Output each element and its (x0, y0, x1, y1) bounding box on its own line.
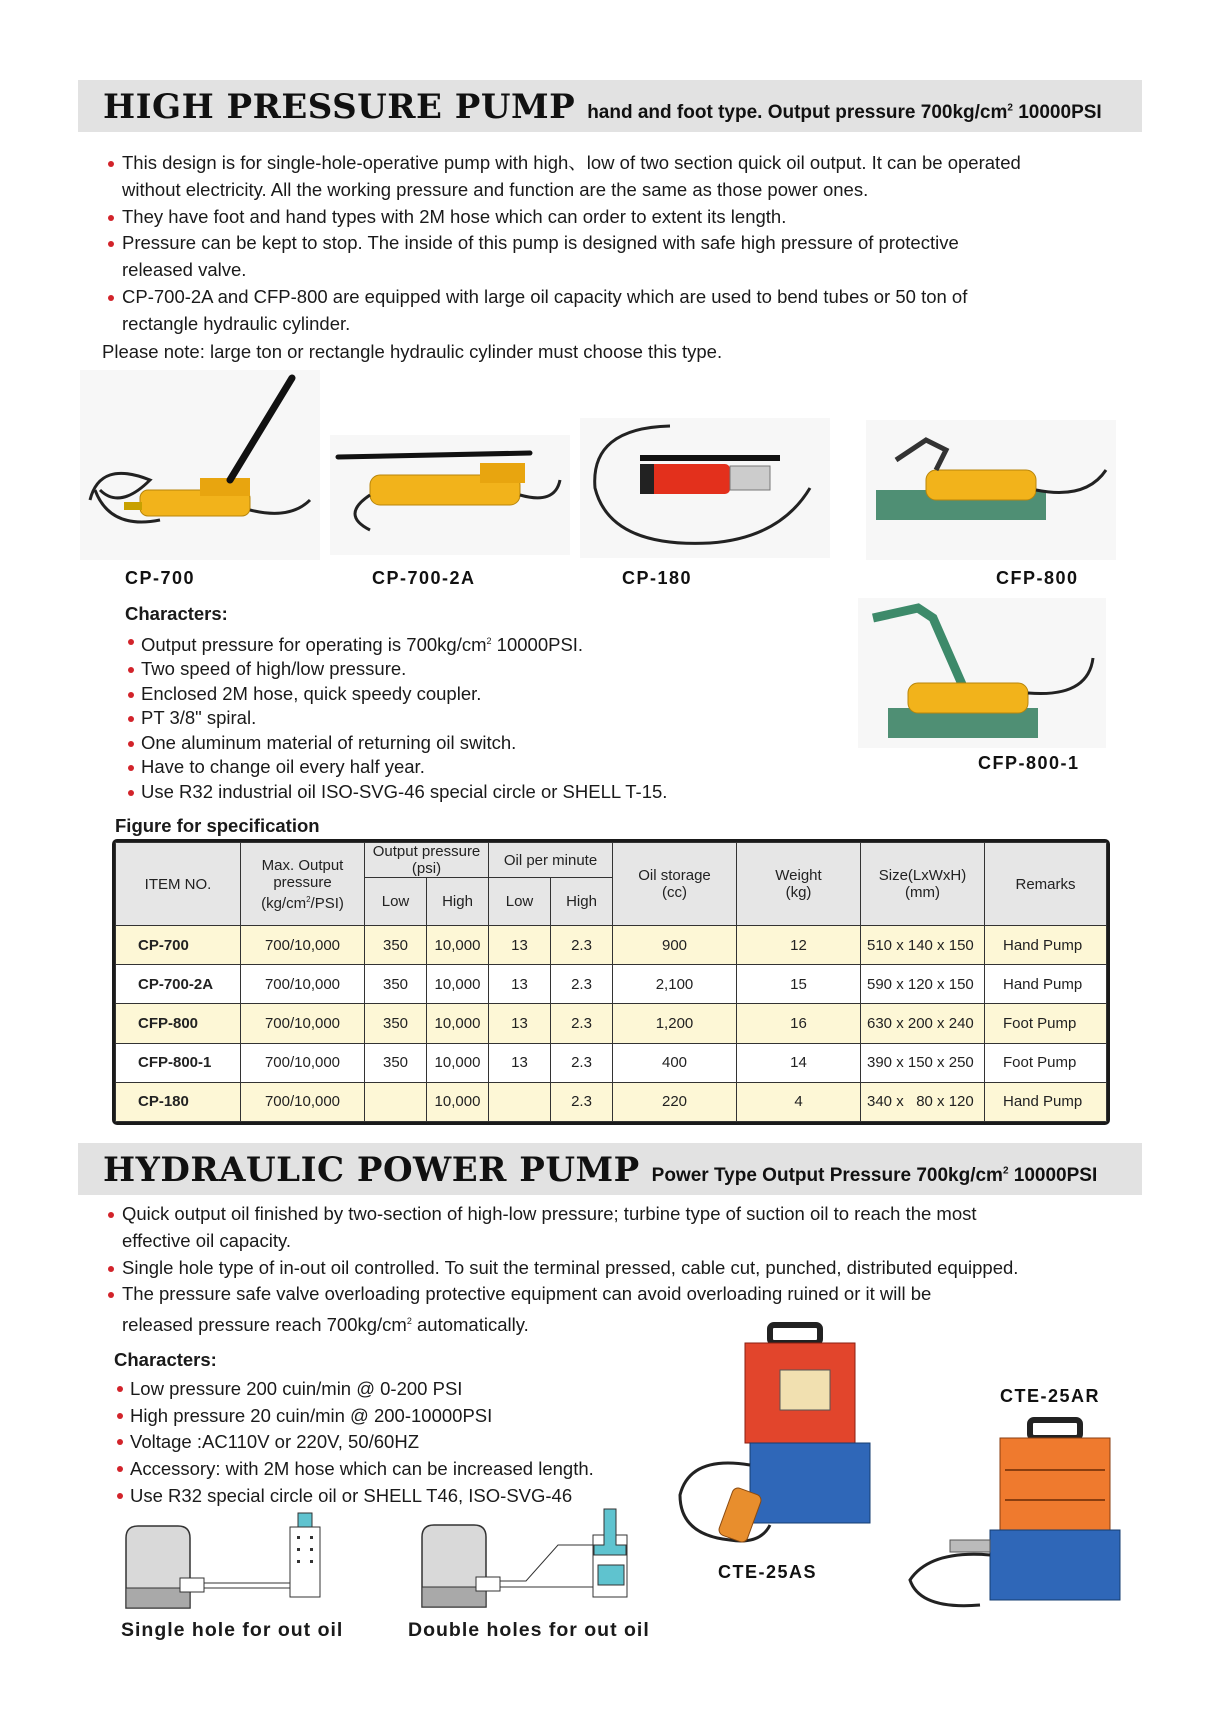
cell-o-high: 2.3 (551, 1082, 613, 1121)
header-low: Low (489, 878, 551, 926)
spec-title: Figure for specification (115, 815, 320, 836)
product-caption: CFP-800-1 (978, 753, 1080, 773)
cell-o-high: 2.3 (551, 965, 613, 1004)
cell-o-high: 2.3 (551, 1043, 613, 1082)
cell-size: 510 x 140 x 150 (861, 926, 985, 965)
cell-o-high: 2.3 (551, 1004, 613, 1043)
single-hole-diagram (118, 1508, 358, 1618)
cell-empty-diagonal (365, 1082, 427, 1121)
cell-o-low: 13 (489, 1043, 551, 1082)
cfp-800-1-pump-image (858, 598, 1106, 748)
list-item: Have to change oil every half year. (125, 755, 667, 780)
cell-p-low: 350 (365, 1043, 427, 1082)
list-item: Low pressure 200 cuin/min @ 0-200 PSI (114, 1376, 594, 1403)
header-oil-per-minute: Oil per minute (489, 843, 613, 878)
cell-item: CP-180 (116, 1082, 241, 1121)
cell-empty-diagonal (489, 1082, 551, 1121)
cell-item: CP-700-2A (116, 965, 241, 1004)
section-title-bar (78, 1143, 1142, 1195)
cell-p-high: 10,000 (427, 1082, 489, 1121)
header-low: Low (365, 878, 427, 926)
section-subtitle: Power Type Output Pressure $700kg/cm^2$ 10000PSI (651, 1165, 1098, 1186)
cell-item: CP-700 (116, 926, 241, 965)
cell-p-low: 350 (365, 965, 427, 1004)
cell-storage: 400 (613, 1043, 737, 1082)
product-caption: CP-700 (125, 568, 196, 588)
list-item: One aluminum material of returning oil switch. (125, 731, 667, 756)
cell-size: 630 x 200 x 240 (861, 1004, 985, 1043)
diagram-label: Double holes for out oil (408, 1619, 650, 1641)
table-row (116, 1004, 1107, 1043)
cfp-800-pump-image (866, 420, 1116, 560)
cell-item: CFP-800-1 (116, 1043, 241, 1082)
cell-storage: 1,200 (613, 1004, 737, 1043)
cell-remark: Hand Pump (985, 965, 1107, 1004)
list-item: Output pressure for operating is $700kg/cm^2$ 10000PSI. (125, 629, 667, 658)
product-caption: CTE-25AS (718, 1562, 818, 1582)
section-title-bar (78, 80, 1142, 132)
cte-25as-pump-image (660, 1315, 900, 1555)
cell-storage: 900 (613, 926, 737, 965)
cell-remark: Hand Pump (985, 926, 1107, 965)
characters-list (114, 1347, 594, 1510)
cell-item: CFP-800 (116, 1004, 241, 1043)
cell-weight: 12 (737, 926, 861, 965)
header-high: High (551, 878, 613, 926)
cell-weight: 16 (737, 1004, 861, 1043)
table-row (116, 926, 1107, 965)
header-output-pressure: Output pressure (psi) (365, 843, 489, 878)
cell-p-low: 350 (365, 926, 427, 965)
cell-remark: Hand Pump (985, 1082, 1107, 1121)
header-size: Size(LxWxH) (mm) (861, 843, 985, 926)
cell-o-low: 13 (489, 926, 551, 965)
header-remarks: Remarks (985, 843, 1107, 926)
cell-storage: 220 (613, 1082, 737, 1121)
product-caption: CP-180 (622, 568, 693, 588)
cell-max: 700/10,000 (241, 1004, 365, 1043)
table-row (116, 1082, 1107, 1121)
cell-weight: 15 (737, 965, 861, 1004)
cell-max: 700/10,000 (241, 1082, 365, 1121)
double-holes-diagram (418, 1505, 658, 1617)
cell-o-high: 2.3 (551, 926, 613, 965)
list-item: This design is for single-hole-operative pump with high、low of two section quick oil output. It can be operated without electricity. All the working pressure and function are the same as those power ones. (106, 150, 1021, 204)
cell-p-high: 10,000 (427, 926, 489, 965)
cell-max: 700/10,000 (241, 926, 365, 965)
list-item: The pressure safe valve overloading protective equipment can avoid overloading ruined or it will be released pressure reach $700kg/cm^2$ automatically. (106, 1281, 1018, 1339)
list-item: CP-700-2A and CFP-800 are equipped with large oil capacity which are used to bend tubes or 50 ton of rectangle hydraulic cylinder. (106, 284, 1021, 338)
product-caption: CTE-25AR (1000, 1386, 1101, 1406)
characters-heading: Characters: (125, 603, 228, 624)
cell-storage: 2,100 (613, 965, 737, 1004)
list-item: Quick output oil finished by two-section of high-low pressure; turbine type of suction oil to reach the most effective oil capacity. (106, 1201, 1018, 1255)
cell-remark: Foot Pump (985, 1043, 1107, 1082)
list-item: Single hole type of in-out oil controlled. To suit the terminal pressed, cable cut, punched, distributed equipped. (106, 1255, 1018, 1282)
spec-table (112, 839, 1110, 1125)
table-row (116, 1043, 1107, 1082)
section-subtitle: hand and foot type. Output pressure $700kg/cm^2$ 10000PSI (587, 102, 1102, 123)
table-row (116, 965, 1107, 1004)
cte-25ar-pump-image (890, 1410, 1130, 1620)
section-title: HIGH PRESSURE PUMP (103, 87, 576, 127)
cell-max: 700/10,000 (241, 1043, 365, 1082)
note-text: Please note: large ton or rectangle hydraulic cylinder must choose this type. (102, 341, 723, 362)
cell-weight: 14 (737, 1043, 861, 1082)
product-caption: CFP-800 (996, 568, 1079, 588)
header-oil-storage: Oil storage (cc) (613, 843, 737, 926)
diagram-label: Single hole for out oil (121, 1619, 344, 1641)
cell-p-high: 10,000 (427, 965, 489, 1004)
cell-size: 390 x 150 x 250 (861, 1043, 985, 1082)
list-item: Two speed of high/low pressure. (125, 657, 667, 682)
list-item: Use R32 industrial oil ISO-SVG-46 special circle or SHELL T-15. (125, 780, 667, 805)
list-item: PT 3/8" spiral. (125, 706, 667, 731)
cell-p-high: 10,000 (427, 1043, 489, 1082)
list-item: Voltage :AC110V or 220V, 50/60HZ (114, 1429, 594, 1456)
cell-remark: Foot Pump (985, 1004, 1107, 1043)
cp-180-pump-image (580, 418, 830, 558)
cell-size: 590 x 120 x 150 (861, 965, 985, 1004)
cell-p-low: 350 (365, 1004, 427, 1043)
cell-weight: 4 (737, 1082, 861, 1121)
cp-700-2a-pump-image (330, 435, 570, 555)
header-max-output: Max. Output pressure $(kg/cm^2/PSI)$ (241, 843, 365, 926)
characters-heading: Characters: (114, 1349, 217, 1370)
cell-max: 700/10,000 (241, 965, 365, 1004)
cell-o-low: 13 (489, 965, 551, 1004)
list-item: Accessory: with 2M hose which can be increased length. (114, 1456, 594, 1483)
list-item: Pressure can be kept to stop. The inside of this pump is designed with safe high pressure of protective released valve. (106, 230, 1021, 284)
cp-700-pump-image (80, 370, 320, 560)
section-title: HYDRAULIC POWER PUMP (103, 1150, 640, 1190)
cell-o-low: 13 (489, 1004, 551, 1043)
product-caption: CP-700-2A (372, 568, 476, 588)
header-high: High (427, 878, 489, 926)
list-item: Use R32 special circle oil or SHELL T46, ISO-SVG-46 (114, 1483, 594, 1510)
header-item-no: ITEM NO. (116, 843, 241, 926)
list-item: Enclosed 2M hose, quick speedy coupler. (125, 682, 667, 707)
feature-list (106, 150, 1021, 338)
cell-p-high: 10,000 (427, 1004, 489, 1043)
list-item: High pressure 20 cuin/min @ 200-10000PSI (114, 1403, 594, 1430)
characters-list (125, 602, 667, 804)
header-weight: Weight (kg) (737, 843, 861, 926)
list-item: They have foot and hand types with 2M hose which can order to extent its length. (106, 204, 1021, 231)
cell-size: 340 x 80 x 120 (861, 1082, 985, 1121)
